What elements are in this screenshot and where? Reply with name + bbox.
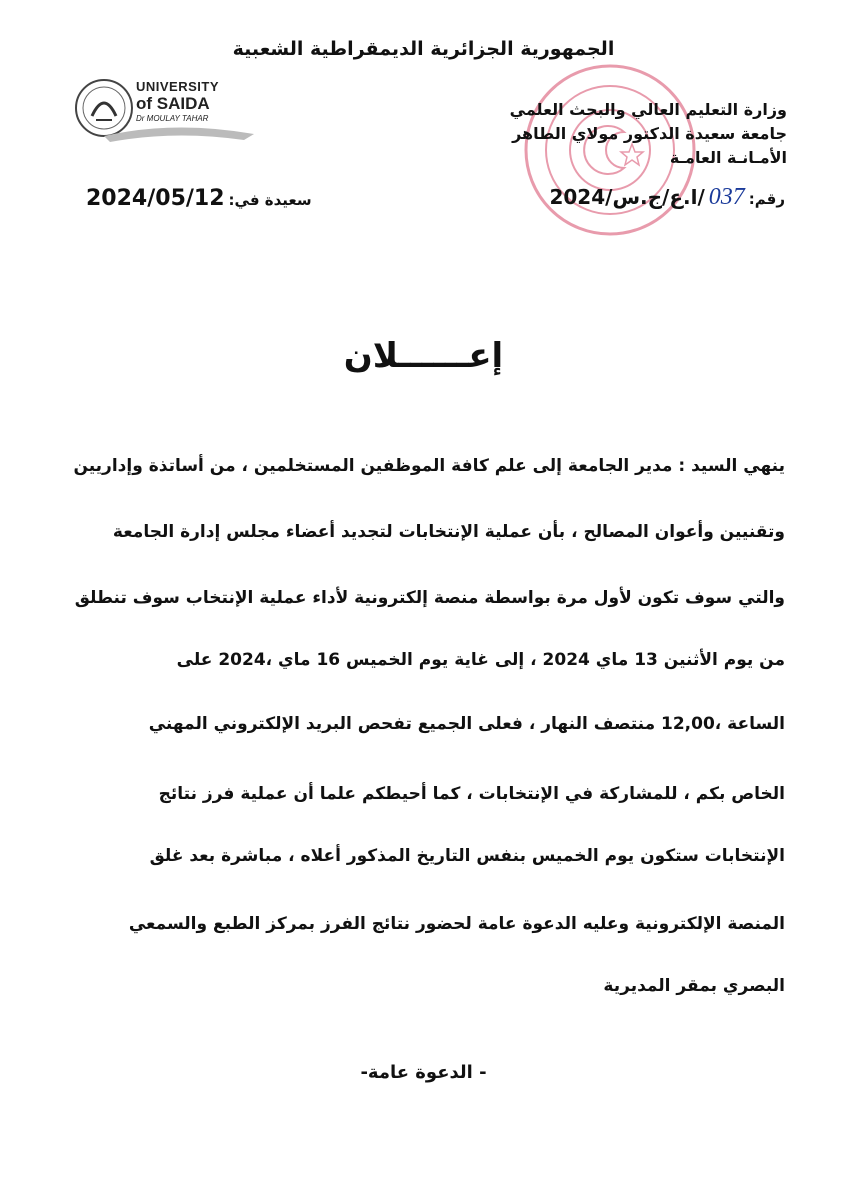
department-name: الأمـانـة العامـة [669,148,787,167]
reference-code: /ا.ع/ج.س/2024 [549,185,705,209]
issue-date [86,186,312,211]
reference-number [549,184,785,211]
date-label: سعيدة في: [228,191,312,209]
body-line-5: الساعة ،12,00 منتصف النهار ، فعلى الجميع تفحص البريد الإلكتروني المهني [148,714,785,734]
logo-line-2: of SAIDA [136,94,210,113]
logo-swoosh-icon [104,124,264,144]
university-name: جامعة سعيدة الدكتور مولاي الطاهر [512,124,787,143]
logo-line-3: Dr MOULAY TAHAR [136,114,209,123]
body-line-6: الخاص بكم ، للمشاركة في الإنتخابات ، كما أحيطكم علما أن عملية فرز نتائج [158,784,785,804]
announcement-title: إعــــــلان [343,336,504,376]
ministry-name: وزارة التعليم العالي والبحث العلمي [509,100,787,119]
body-line-2: وتقنيين وأعوان المصالح ، بأن عملية الإنتخابات لتجديد أعضاء مجلس إدارة الجامعة [112,522,785,542]
date-value: 2024/05/12 [86,186,225,211]
body-line-4: من يوم الأثنين 13 ماي 2024 ، إلى غاية يوم الخميس 16 ماي ،2024 على [176,650,785,670]
reference-handwritten-number: 037 [708,184,745,210]
body-line-3: والتي سوف تكون لأول مرة بواسطة منصة إلكترونية لأداء عملية الإنتخاب سوف تنطلق [74,588,785,608]
body-line-7: الإنتخابات ستكون يوم الخميس بنفس التاريخ المذكور أعلاه ، مباشرة بعد غلق [149,846,785,866]
admin-block [510,98,787,170]
body-line-1: ينهي السيد : مدير الجامعة إلى علم كافة الموظفين المستخلمين ، من أساتذة وإداريين [73,456,785,476]
body-line-8: المنصة الإلكترونية وعليه الدعوة عامة لحضور نتائج الفرز بمركز الطبع والسمعي [128,914,785,934]
closing-note: - الدعوة عامة- [360,1062,487,1083]
university-logo [74,76,239,146]
logo-line-1: UNIVERSITY [136,79,220,94]
reference-label: رقم: [748,190,785,208]
body-line-9: البصري بمقر المديرية [603,976,785,996]
country-name: الجمهورية الجزائرية الديمقراطية الشعبية [232,38,615,60]
